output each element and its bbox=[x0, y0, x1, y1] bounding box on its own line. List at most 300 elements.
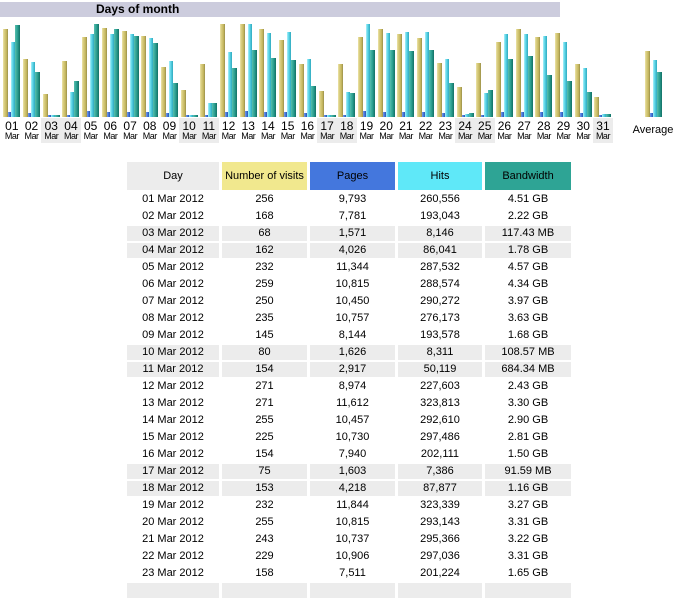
cell-visits: 229 bbox=[255, 550, 274, 562]
cell-hits: 202,111 bbox=[420, 448, 460, 460]
cell-day: 15 Mar 2012 bbox=[142, 431, 204, 443]
day-05-bars bbox=[82, 24, 99, 117]
day-label-25 bbox=[475, 118, 495, 143]
day-09-bars bbox=[161, 24, 178, 117]
table-row bbox=[127, 481, 571, 496]
chart-day-26 bbox=[495, 24, 515, 144]
cell-visits: 256 bbox=[255, 193, 274, 205]
chart-day-18 bbox=[337, 24, 357, 144]
bar-bandwidth-25 bbox=[488, 90, 493, 117]
cell-bandwidth: 2.81 GB bbox=[507, 431, 549, 443]
chart-day-24 bbox=[455, 24, 475, 144]
cell-pages bbox=[310, 583, 395, 598]
day-number: 25 bbox=[478, 119, 492, 133]
cell-bandwidth: 3.31 GB bbox=[507, 550, 549, 562]
day-month: Mar bbox=[398, 131, 413, 141]
cell-bandwidth: 3.30 GB bbox=[507, 397, 549, 409]
cell-bandwidth: 2.43 GB bbox=[507, 380, 549, 392]
cell-day: 19 Mar 2012 bbox=[142, 499, 204, 511]
day-number: 02 bbox=[24, 119, 39, 133]
bar-visits-25 bbox=[476, 63, 481, 117]
day-20-bars bbox=[378, 24, 395, 117]
day-number: 26 bbox=[497, 119, 512, 133]
day-24-bars bbox=[457, 24, 474, 117]
cell-hits: 50,119 bbox=[398, 362, 482, 377]
day-label-26 bbox=[495, 118, 515, 143]
bar-bandwidth-21 bbox=[409, 51, 414, 117]
chart-day-12 bbox=[219, 24, 239, 144]
chart-day-04 bbox=[61, 24, 81, 144]
day-label-16 bbox=[298, 118, 318, 143]
table-row bbox=[127, 396, 571, 411]
bar-bandwidth-19 bbox=[370, 50, 375, 117]
bar-bandwidth-02 bbox=[35, 72, 40, 117]
day-month: Mar bbox=[4, 131, 19, 141]
day-22-bars bbox=[417, 24, 434, 117]
day-15-bars bbox=[279, 24, 296, 117]
cell-bandwidth: 1.65 GB bbox=[507, 567, 549, 579]
cell-hits: 86,041 bbox=[398, 243, 482, 258]
bar-bandwidth-05 bbox=[94, 24, 99, 117]
cell-visits: 154 bbox=[222, 362, 307, 377]
day-month: Mar bbox=[536, 131, 551, 141]
bar-visits-29 bbox=[555, 33, 560, 117]
day-29-bars bbox=[555, 24, 572, 117]
cell-day: 08 Mar 2012 bbox=[142, 312, 204, 324]
bar-visits-26 bbox=[496, 42, 501, 117]
bar-bandwidth-10 bbox=[193, 115, 198, 117]
day-month: Mar bbox=[142, 131, 157, 141]
cell-day: 14 Mar 2012 bbox=[142, 414, 204, 426]
cell-visits: 68 bbox=[222, 226, 307, 241]
cell-bandwidth bbox=[485, 583, 571, 598]
bar-visits-31 bbox=[594, 97, 599, 117]
column-header-day: Day bbox=[127, 162, 219, 190]
cell-bandwidth: 684.34 MB bbox=[485, 362, 571, 377]
day-number: 07 bbox=[123, 119, 137, 133]
chart-day-28 bbox=[534, 24, 554, 144]
day-14-bars bbox=[259, 24, 276, 117]
cell-visits: 232 bbox=[255, 499, 274, 511]
day-month: Mar bbox=[103, 131, 118, 141]
day-month: Mar bbox=[182, 131, 197, 141]
bar-average-bandwidth bbox=[657, 72, 662, 117]
cell-hits: 290,272 bbox=[420, 295, 460, 307]
cell-bandwidth: 91.59 MB bbox=[485, 464, 571, 479]
cell-day bbox=[127, 583, 219, 598]
chart-day-03 bbox=[41, 24, 61, 144]
average-bars bbox=[645, 24, 662, 117]
cell-visits: 153 bbox=[222, 481, 307, 496]
bar-visits-08 bbox=[141, 36, 146, 117]
cell-pages: 1,626 bbox=[310, 345, 395, 360]
day-04-bars bbox=[62, 24, 79, 117]
day-number: 04 bbox=[64, 119, 78, 133]
day-label-12 bbox=[219, 118, 239, 143]
cell-hits: 87,877 bbox=[398, 481, 482, 496]
cell-bandwidth: 4.51 GB bbox=[507, 193, 549, 205]
day-label-31 bbox=[593, 118, 613, 143]
day-number: 14 bbox=[261, 119, 275, 133]
cell-hits: 227,603 bbox=[420, 380, 460, 392]
bar-bandwidth-08 bbox=[153, 43, 158, 117]
bar-bandwidth-16 bbox=[311, 86, 316, 117]
chart-average-group bbox=[627, 24, 679, 136]
bar-visits-18 bbox=[338, 64, 343, 117]
cell-day: 03 Mar 2012 bbox=[127, 226, 219, 241]
cell-day: 13 Mar 2012 bbox=[142, 397, 204, 409]
bar-bandwidth-20 bbox=[390, 50, 395, 117]
table-row bbox=[127, 294, 571, 309]
bar-bandwidth-04 bbox=[74, 81, 79, 117]
bar-visits-21 bbox=[397, 34, 402, 117]
chart-day-05 bbox=[81, 24, 101, 144]
day-number: 13 bbox=[241, 119, 255, 133]
chart-day-19 bbox=[357, 24, 377, 144]
day-08-bars bbox=[141, 24, 158, 117]
day-month: Mar bbox=[497, 131, 512, 141]
day-number: 27 bbox=[517, 119, 531, 133]
bar-visits-15 bbox=[279, 40, 284, 117]
day-label-02 bbox=[22, 118, 42, 143]
cell-hits: 260,556 bbox=[420, 193, 460, 205]
bar-visits-24 bbox=[457, 87, 462, 117]
cell-day: 04 Mar 2012 bbox=[127, 243, 219, 258]
day-label-27 bbox=[514, 118, 534, 143]
day-month: Mar bbox=[477, 131, 492, 141]
bar-visits-07 bbox=[122, 31, 127, 117]
cell-hits: 8,146 bbox=[398, 226, 482, 241]
cell-bandwidth: 3.22 GB bbox=[507, 533, 549, 545]
cell-visits: 168 bbox=[255, 210, 274, 222]
cell-visits: 80 bbox=[222, 345, 307, 360]
day-label-10 bbox=[179, 118, 199, 143]
day-label-19 bbox=[357, 118, 377, 143]
cell-day: 16 Mar 2012 bbox=[142, 448, 204, 460]
bar-visits-03 bbox=[43, 94, 48, 117]
chart-day-27 bbox=[514, 24, 534, 144]
day-month: Mar bbox=[260, 131, 275, 141]
chart-day-01 bbox=[2, 24, 22, 144]
bar-visits-12 bbox=[220, 24, 225, 117]
day-number: 01 bbox=[5, 119, 19, 133]
table-row bbox=[127, 464, 571, 479]
day-month: Mar bbox=[241, 131, 256, 141]
bar-bandwidth-17 bbox=[331, 115, 336, 117]
day-26-bars bbox=[496, 24, 513, 117]
day-number: 20 bbox=[379, 119, 393, 133]
cell-visits: 225 bbox=[255, 431, 274, 443]
cell-pages: 10,906 bbox=[335, 550, 370, 562]
bar-visits-09 bbox=[161, 67, 166, 117]
cell-visits: 75 bbox=[222, 464, 307, 479]
cell-bandwidth: 1.78 GB bbox=[485, 243, 571, 258]
day-label-21 bbox=[396, 118, 416, 143]
cell-visits: 235 bbox=[255, 312, 274, 324]
bar-visits-06 bbox=[102, 28, 107, 117]
chart-day-08 bbox=[140, 24, 160, 144]
cell-bandwidth: 3.31 GB bbox=[507, 516, 549, 528]
cell-bandwidth: 3.63 GB bbox=[507, 312, 549, 324]
cell-hits: 276,173 bbox=[420, 312, 460, 324]
table-row bbox=[127, 413, 571, 428]
day-number: 12 bbox=[221, 119, 236, 133]
cell-hits: 292,610 bbox=[420, 414, 460, 426]
section-title-bar bbox=[0, 2, 560, 17]
chart-day-07 bbox=[120, 24, 140, 144]
day-18-bars bbox=[338, 24, 355, 117]
table-row bbox=[127, 515, 571, 530]
bar-visits-19 bbox=[358, 37, 363, 117]
cell-day: 11 Mar 2012 bbox=[127, 362, 219, 377]
cell-bandwidth: 1.16 GB bbox=[485, 481, 571, 496]
table-row bbox=[127, 498, 571, 513]
chart-day-21 bbox=[396, 24, 416, 144]
day-16-bars bbox=[299, 24, 316, 117]
day-11-bars bbox=[200, 24, 217, 117]
cell-pages: 11,612 bbox=[336, 397, 369, 409]
bar-visits-27 bbox=[516, 29, 521, 117]
day-31-bars bbox=[594, 24, 611, 117]
cell-pages: 11,344 bbox=[336, 261, 369, 273]
cell-pages: 1,571 bbox=[310, 226, 395, 241]
cell-day: 21 Mar 2012 bbox=[142, 533, 204, 545]
chart-day-17 bbox=[317, 24, 337, 144]
bar-visits-28 bbox=[535, 37, 540, 117]
day-month: Mar bbox=[44, 131, 59, 141]
day-number: 05 bbox=[83, 119, 98, 133]
cell-day: 02 Mar 2012 bbox=[142, 210, 204, 222]
page-title: Days of month bbox=[96, 2, 180, 16]
chart-day-10 bbox=[179, 24, 199, 144]
cell-visits: 250 bbox=[255, 295, 274, 307]
day-21-bars bbox=[397, 24, 414, 117]
cell-visits: 158 bbox=[255, 567, 274, 579]
cell-pages: 7,511 bbox=[339, 567, 366, 579]
cell-visits: 232 bbox=[255, 261, 274, 273]
column-header-hits: Hits bbox=[398, 162, 482, 190]
chart-day-25 bbox=[475, 24, 495, 144]
bar-visits-13 bbox=[240, 24, 245, 117]
day-month: Mar bbox=[438, 131, 453, 141]
day-label-24 bbox=[455, 118, 475, 143]
day-label-13 bbox=[238, 118, 258, 143]
bar-bandwidth-03 bbox=[55, 115, 60, 117]
day-number: 28 bbox=[537, 119, 551, 133]
cell-pages: 4,026 bbox=[310, 243, 395, 258]
cell-day: 12 Mar 2012 bbox=[142, 380, 204, 392]
day-label-29 bbox=[554, 118, 574, 143]
day-number: 21 bbox=[399, 119, 413, 133]
bar-bandwidth-09 bbox=[173, 83, 178, 117]
cell-day: 06 Mar 2012 bbox=[142, 278, 204, 290]
bar-visits-11 bbox=[200, 64, 205, 117]
chart-day-13 bbox=[238, 24, 258, 144]
day-label-07 bbox=[120, 118, 140, 143]
cell-visits: 271 bbox=[255, 380, 274, 392]
cell-hits: 323,339 bbox=[420, 499, 460, 511]
cell-pages: 11,844 bbox=[336, 499, 369, 511]
cell-hits: 287,532 bbox=[420, 261, 460, 273]
table-row bbox=[127, 345, 571, 360]
day-10-bars bbox=[181, 24, 198, 117]
bar-bandwidth-13 bbox=[252, 50, 257, 117]
day-label-30 bbox=[573, 118, 593, 143]
bar-bandwidth-01 bbox=[15, 25, 20, 117]
day-number: 06 bbox=[103, 119, 118, 133]
day-label-15 bbox=[278, 118, 298, 143]
bar-visits-22 bbox=[417, 38, 422, 117]
bar-bandwidth-29 bbox=[567, 81, 572, 117]
chart-day-09 bbox=[160, 24, 180, 144]
cell-bandwidth: 2.22 GB bbox=[507, 210, 549, 222]
day-06-bars bbox=[102, 24, 119, 117]
day-number: 10 bbox=[182, 119, 196, 133]
bar-chart bbox=[2, 24, 613, 144]
cell-visits: 271 bbox=[255, 397, 274, 409]
day-28-bars bbox=[535, 24, 552, 117]
cell-visits: 259 bbox=[255, 278, 274, 290]
day-month: Mar bbox=[201, 131, 216, 141]
cell-visits bbox=[222, 583, 307, 598]
cell-pages: 10,730 bbox=[335, 431, 370, 443]
table-row bbox=[127, 566, 571, 581]
cell-bandwidth: 108.57 MB bbox=[485, 345, 571, 360]
day-month: Mar bbox=[123, 131, 138, 141]
cell-hits: 201,224 bbox=[420, 567, 460, 579]
bar-bandwidth-14 bbox=[271, 58, 276, 117]
chart-day-31 bbox=[593, 24, 613, 144]
cell-day: 10 Mar 2012 bbox=[127, 345, 219, 360]
day-number: 08 bbox=[143, 119, 157, 133]
cell-pages: 4,218 bbox=[310, 481, 395, 496]
cell-hits: 297,036 bbox=[420, 550, 460, 562]
day-label-09 bbox=[160, 118, 180, 143]
day-month: Mar bbox=[418, 131, 433, 141]
table-row bbox=[127, 192, 571, 207]
bar-bandwidth-27 bbox=[528, 56, 533, 117]
day-label-23 bbox=[435, 118, 455, 143]
bar-average-visits bbox=[645, 51, 650, 117]
day-month: Mar bbox=[458, 131, 473, 141]
chart-day-30 bbox=[573, 24, 593, 144]
bar-bandwidth-23 bbox=[449, 83, 454, 117]
day-07-bars bbox=[122, 24, 139, 117]
cell-visits: 255 bbox=[255, 414, 274, 426]
day-month: Mar bbox=[576, 131, 591, 141]
table-row bbox=[127, 549, 571, 564]
bar-visits-30 bbox=[575, 64, 580, 117]
cell-pages: 7,940 bbox=[338, 448, 367, 460]
bar-bandwidth-24 bbox=[469, 113, 474, 117]
cell-hits: 288,574 bbox=[420, 278, 460, 290]
day-23-bars bbox=[437, 24, 454, 117]
table-row bbox=[127, 243, 571, 258]
bar-bandwidth-06 bbox=[114, 29, 119, 117]
cell-hits: 193,043 bbox=[420, 210, 460, 222]
cell-visits: 162 bbox=[222, 243, 307, 258]
day-month: Mar bbox=[162, 131, 177, 141]
table-row bbox=[127, 532, 571, 547]
day-13-bars bbox=[240, 24, 257, 117]
day-25-bars bbox=[476, 24, 493, 117]
day-month: Mar bbox=[595, 131, 610, 141]
cell-visits: 145 bbox=[255, 329, 274, 341]
day-month: Mar bbox=[24, 131, 39, 141]
bar-bandwidth-12 bbox=[232, 68, 237, 117]
bar-bandwidth-07 bbox=[134, 36, 139, 117]
day-number: 16 bbox=[300, 119, 315, 133]
day-number: 29 bbox=[556, 119, 571, 133]
table-row bbox=[127, 260, 571, 275]
day-number: 31 bbox=[596, 119, 610, 133]
chart-day-02 bbox=[22, 24, 42, 144]
days-of-month-table bbox=[124, 160, 574, 600]
day-19-bars bbox=[358, 24, 375, 117]
day-27-bars bbox=[516, 24, 533, 117]
chart-day-29 bbox=[554, 24, 574, 144]
bar-bandwidth-31 bbox=[606, 114, 611, 117]
day-month: Mar bbox=[517, 131, 532, 141]
day-month: Mar bbox=[300, 131, 315, 141]
day-number: 23 bbox=[438, 119, 452, 133]
bar-visits-14 bbox=[259, 29, 264, 117]
day-number: 24 bbox=[458, 119, 472, 133]
cell-hits: 295,366 bbox=[420, 533, 460, 545]
bar-bandwidth-11 bbox=[212, 103, 217, 117]
day-number: 09 bbox=[162, 119, 177, 133]
chart-day-22 bbox=[416, 24, 436, 144]
cell-bandwidth: 3.27 GB bbox=[507, 499, 549, 511]
day-label-22 bbox=[416, 118, 436, 143]
bar-bandwidth-26 bbox=[508, 59, 513, 117]
table-row bbox=[127, 430, 571, 445]
cell-pages: 8,974 bbox=[338, 380, 367, 392]
day-12-bars bbox=[220, 24, 237, 117]
day-label-04 bbox=[61, 118, 81, 143]
table-row bbox=[127, 447, 571, 462]
day-03-bars bbox=[43, 24, 60, 117]
cell-day: 17 Mar 2012 bbox=[127, 464, 219, 479]
day-number: 30 bbox=[576, 119, 590, 133]
cell-day: 05 Mar 2012 bbox=[142, 261, 204, 273]
column-header-pages: Pages bbox=[310, 162, 395, 190]
day-month: Mar bbox=[221, 131, 236, 141]
cell-day: 07 Mar 2012 bbox=[142, 295, 204, 307]
cell-bandwidth: 4.34 GB bbox=[507, 278, 549, 290]
chart-day-20 bbox=[376, 24, 396, 144]
bar-bandwidth-30 bbox=[587, 92, 592, 117]
day-month: Mar bbox=[83, 131, 98, 141]
chart-day-06 bbox=[101, 24, 121, 144]
day-month: Mar bbox=[320, 131, 335, 141]
cell-pages: 1,603 bbox=[310, 464, 395, 479]
day-label-20 bbox=[376, 118, 396, 143]
cell-visits: 255 bbox=[255, 516, 274, 528]
bar-visits-10 bbox=[181, 90, 186, 117]
bar-visits-17 bbox=[319, 91, 324, 117]
table-row bbox=[127, 226, 571, 241]
cell-pages: 10,737 bbox=[335, 533, 370, 545]
day-number: 18 bbox=[340, 119, 354, 133]
day-number: 19 bbox=[359, 119, 374, 133]
day-month: Mar bbox=[556, 131, 571, 141]
cell-bandwidth: 3.97 GB bbox=[507, 295, 549, 307]
cell-day: 18 Mar 2012 bbox=[127, 481, 219, 496]
cell-bandwidth: 2.90 GB bbox=[507, 414, 549, 426]
cell-bandwidth: 1.68 GB bbox=[507, 329, 549, 341]
bar-bandwidth-15 bbox=[291, 60, 296, 117]
